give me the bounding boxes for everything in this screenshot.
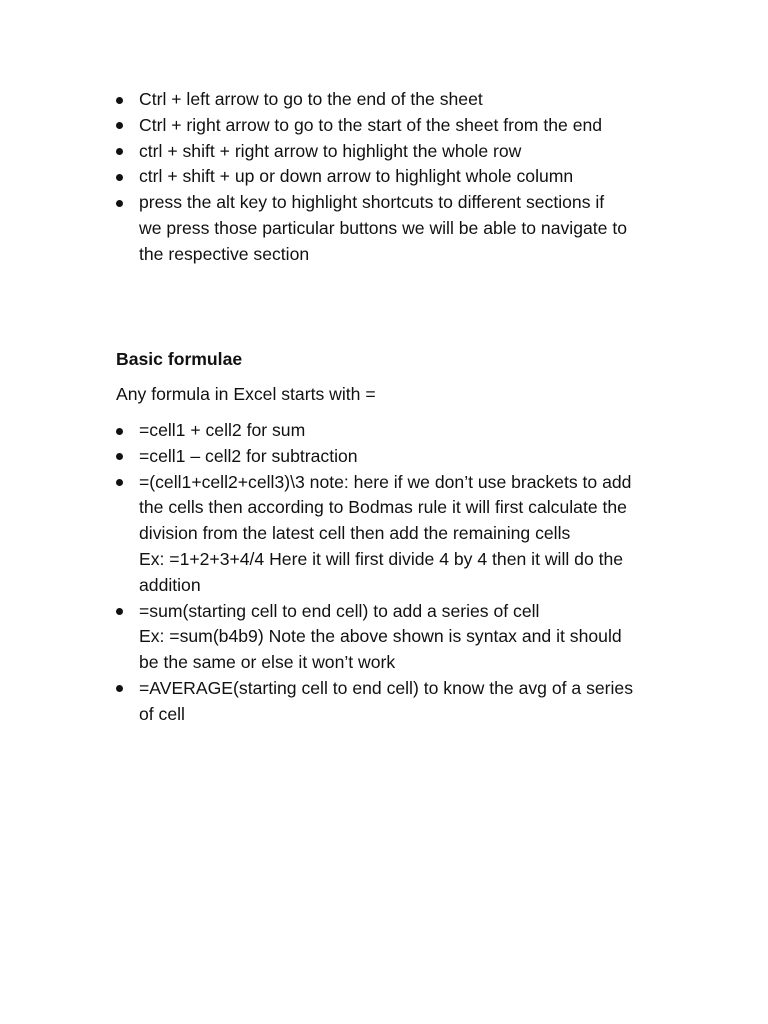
section-heading: Basic formulae bbox=[116, 349, 243, 369]
list-item-text: =AVERAGE(starting cell to end cell) to know the avg of a series of cell bbox=[139, 677, 633, 724]
bullet-icon bbox=[116, 97, 123, 104]
list-item bbox=[116, 164, 676, 190]
list-item-text: =cell1 + cell2 for sum bbox=[139, 420, 306, 440]
list-item bbox=[116, 444, 676, 470]
list-item bbox=[116, 418, 676, 444]
list-item-text: =(cell1+cell2+cell3)\3 note: here if we don’t use brackets to add the cells then according to Bodmas rule it will first calculate the division from the latest cell then add the remaining cells Ex: =1+2+3+4/4 Here it will first divide 4 by 4 then it will do the addition bbox=[139, 471, 632, 595]
bullet-icon bbox=[116, 122, 123, 129]
list-item bbox=[116, 676, 676, 728]
list-item bbox=[116, 599, 676, 676]
intro-text: Any formula in Excel starts with = bbox=[116, 384, 376, 404]
list-item-text: Ctrl + right arrow to go to the start of the sheet from the end bbox=[139, 114, 603, 135]
list-item-text: Ctrl + left arrow to go to the end of the sheet bbox=[139, 89, 483, 109]
shortcuts-list bbox=[116, 87, 676, 268]
list-item-text: =sum(starting cell to end cell) to add a series of cell Ex: =sum(b4b9) Note the above shown is syntax and it should be the same or else it won’t work bbox=[139, 600, 622, 673]
bullet-icon bbox=[116, 148, 123, 155]
bullet-icon bbox=[116, 685, 123, 692]
list-item bbox=[116, 87, 676, 113]
list-item-text: =cell1 – cell2 for subtraction bbox=[139, 445, 358, 466]
list-item-text: ctrl + shift + right arrow to highlight the whole row bbox=[139, 140, 522, 161]
formulae-list bbox=[116, 418, 676, 728]
list-item-text: press the alt key to highlight shortcuts to different sections if we press those particular buttons we will be able to navigate to the respective section bbox=[139, 192, 628, 264]
list-item bbox=[116, 190, 676, 267]
bullet-icon bbox=[116, 174, 123, 181]
list-item bbox=[116, 470, 676, 599]
list-item bbox=[116, 139, 676, 165]
list-item-text: ctrl + shift + up or down arrow to highlight whole column bbox=[139, 166, 574, 187]
bullet-icon bbox=[116, 479, 123, 486]
bullet-icon bbox=[116, 608, 123, 615]
bullet-icon bbox=[116, 428, 123, 435]
bullet-icon bbox=[116, 200, 123, 207]
bullet-icon bbox=[116, 453, 123, 460]
list-item bbox=[116, 113, 676, 139]
